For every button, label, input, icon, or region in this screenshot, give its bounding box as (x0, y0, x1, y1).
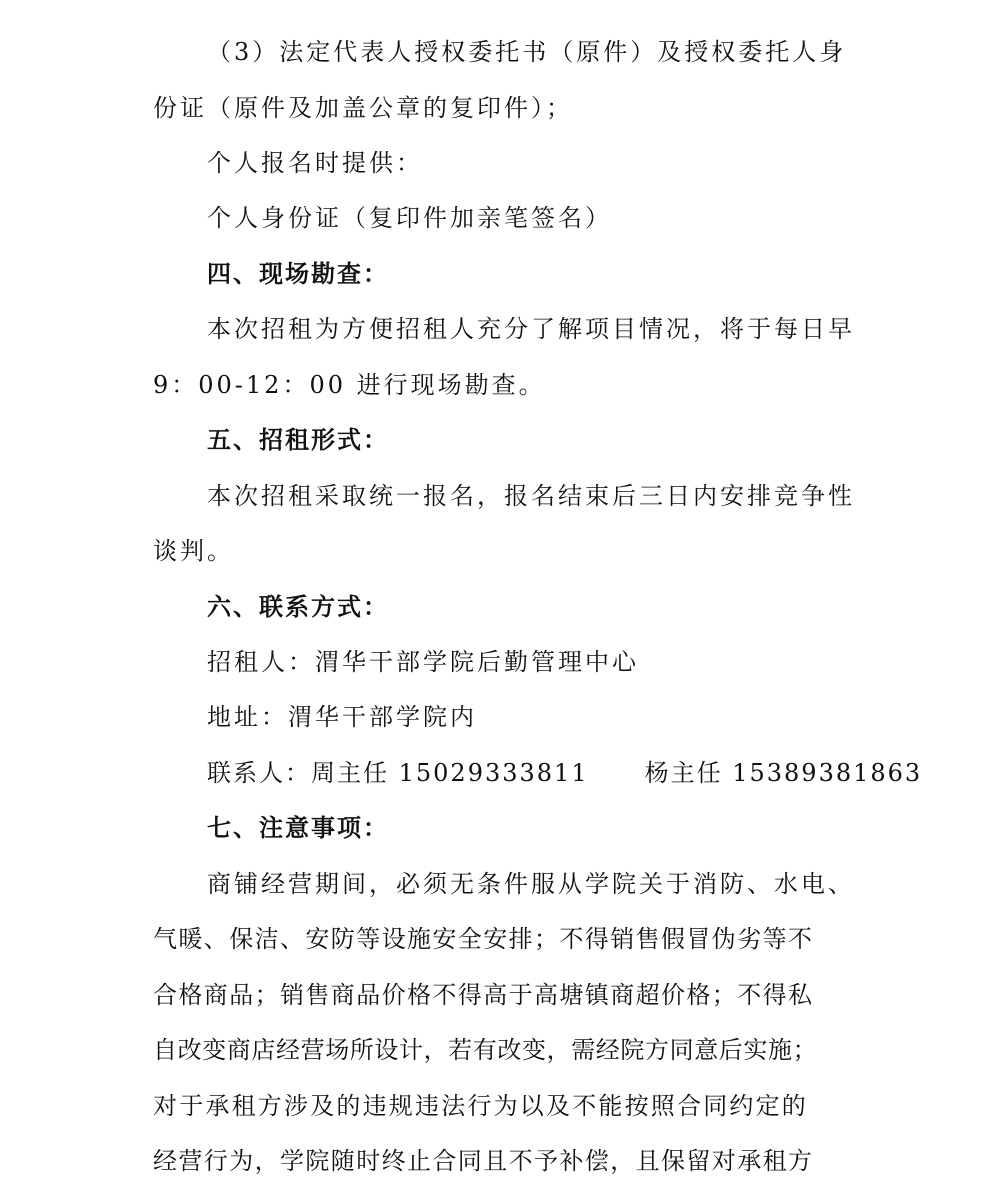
paragraph-line (0, 642, 1000, 682)
notes-text-cont: 合格商品；销售商品价格不得高于高塘镇商超价格；不得私 (153, 981, 814, 1009)
paragraph-line (0, 476, 1000, 516)
tender-form-text: 本次招租采取统一报名，报名结束后三日内安排竞争性 (207, 482, 855, 510)
paragraph-line (0, 697, 1000, 737)
contact-persons-line (207, 753, 922, 793)
section-heading-contact: 六、联系方式： (207, 593, 389, 621)
paragraph-line (0, 143, 1000, 183)
paragraph-line (0, 1030, 1000, 1070)
notes-text: 商铺经营期间，必须无条件服从学院关于消防、水电、 (207, 870, 855, 898)
section-heading (0, 254, 1000, 294)
individual-id-requirement: 个人身份证（复印件加亲笔签名） (207, 204, 612, 232)
individual-registration-label: 个人报名时提供： (207, 149, 423, 177)
section-heading (0, 808, 1000, 848)
section-heading (0, 587, 1000, 627)
notes-text-cont: 气暖、保洁、安防等设施安全安排；不得销售假冒伪劣等不 (153, 925, 814, 953)
section-heading-tender-form: 五、招租形式： (207, 426, 389, 454)
notes-text-cont: 自改变商店经营场所设计，若有改变，需经院方同意后实施； (153, 1036, 818, 1064)
section-heading-notes: 七、注意事项： (207, 814, 389, 842)
paragraph-line (0, 198, 1000, 238)
paragraph-line (0, 1141, 1000, 1181)
tender-form-text-cont: 谈判。 (153, 537, 234, 565)
section-heading (0, 420, 1000, 460)
paragraph-line (0, 531, 1000, 571)
paragraph-line (0, 864, 1000, 904)
contact-person-yang: 杨主任 15389381863 (644, 759, 923, 787)
paragraph-line (0, 1086, 1000, 1126)
paragraph-line (0, 309, 1000, 349)
notes-text-cont: 对于承租方涉及的违规违法行为以及不能按照合同约定的 (153, 1092, 808, 1120)
paragraph-line (0, 32, 1000, 72)
contact-person-zhou: 联系人：周主任 15029333811 (207, 759, 589, 787)
notes-text-cont: 经营行为，学院随时终止合同且不予补偿，且保留对承租方 (153, 1147, 814, 1175)
address-line: 地址：渭华干部学院内 (207, 703, 477, 731)
site-inspection-text: 本次招租为方便招租人充分了解项目情况，将于每日早 (207, 315, 855, 343)
paragraph-line (0, 88, 1000, 128)
paragraph-line (0, 365, 1000, 405)
authorization-letter-item: （3）法定代表人授权委托书（原件）及授权委托人身 (207, 38, 847, 66)
paragraph-line (0, 919, 1000, 959)
section-heading-site-inspection: 四、现场勘查： (207, 260, 389, 288)
site-inspection-text-cont: 9：00-12：00 进行现场勘查。 (153, 371, 546, 399)
paragraph-line (0, 753, 1000, 793)
tenderer-line: 招租人：渭华干部学院后勤管理中心 (207, 648, 639, 676)
authorization-letter-item-cont: 份证（原件及加盖公章的复印件）； (153, 94, 573, 122)
paragraph-line (0, 975, 1000, 1015)
